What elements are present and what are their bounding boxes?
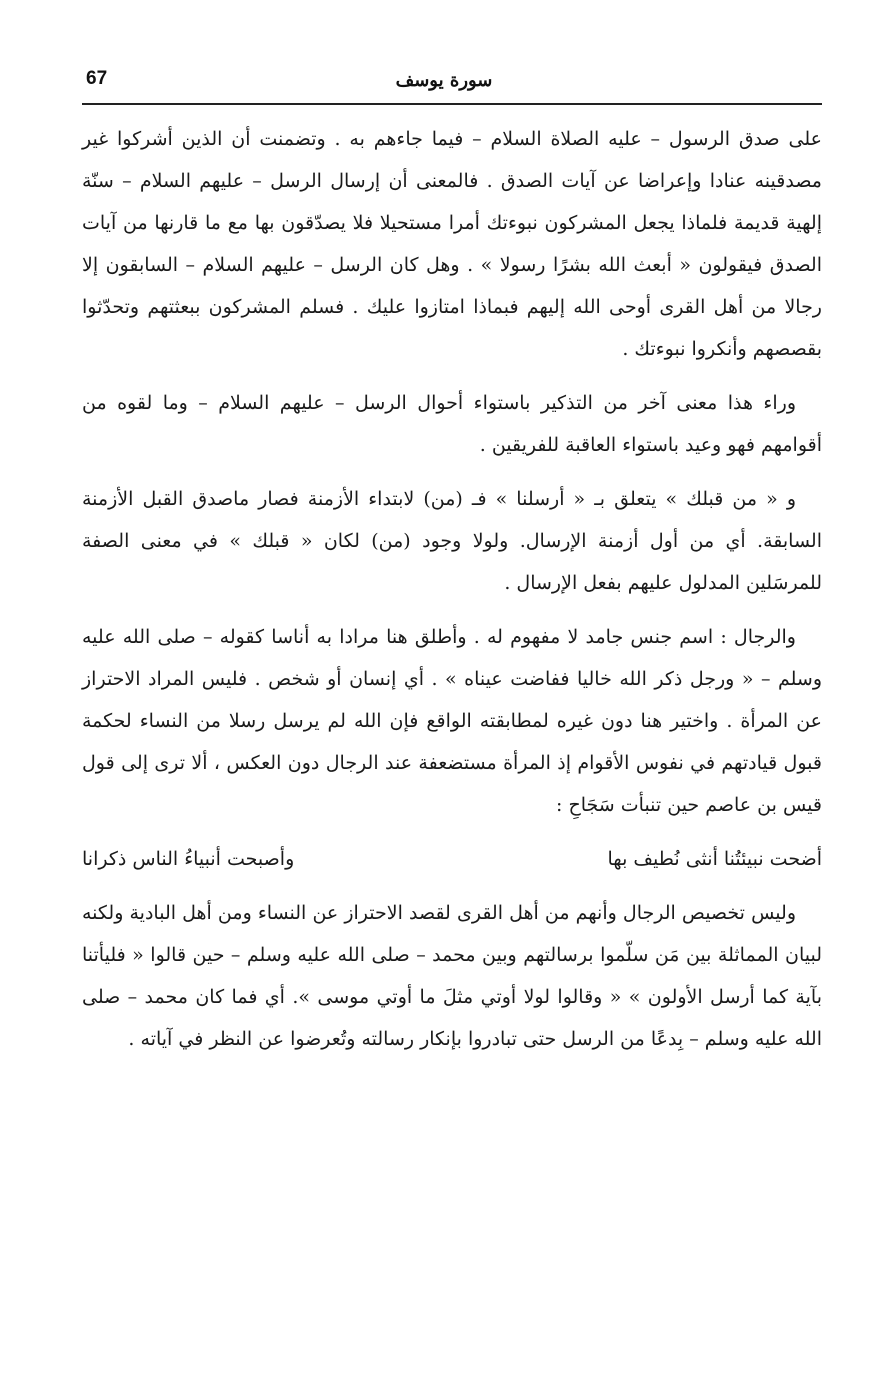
running-title: سورة يوسف [395, 70, 493, 91]
header-rule [82, 103, 822, 105]
verse-left-hemistich: وأصبحت أنبياءُ الناس ذكرانا [82, 848, 295, 870]
verse-right-hemistich: أضحت نبيئتُنا أنثى نُطيف بها [607, 848, 822, 870]
page-number: 67 [86, 68, 108, 89]
poetry-verse [82, 838, 822, 880]
paragraph-2: وراء هذا معنى آخر من التذكير باستواء أحوال الرسل – عليهم السلام – وما لقوه من أقوامهم فهو وعيد باستواء العاقبة للفريقين . [82, 392, 822, 456]
page-body [82, 118, 822, 1060]
paragraph-1: على صدق الرسول – عليه الصلاة السلام – فيما جاءهم به . وتضمنت أن الذين أشركوا غير مصدقينه عنادا وإعراضا عن آيات الصدق . فالمعنى أن إرسال الرسل – عليهم السلام – سنّة إلهية قديمة فلماذا يجعل المشركون نبوءتك أمرا مستحيلا فلا يصدّقون بها مع ما قارنها من آيات الصدق فيقولون « أبعث الله بشرًا رسولا » . وهل كان الرسل – عليهم السلام – السابقون إلا رجالا من أهل القرى أوحى الله إليهم فبماذا امتازوا عليك . فسلم المشركون ببعثتهم وتحدّثوا بقصصهم وأنكروا نبوءتك . [82, 128, 822, 360]
paragraph-3: و « من قبلك » يتعلق بـ « أرسلنا » فـ (من) لابتداء الأزمنة فصار ماصدق القبل الأزمنة السابقة. أي من أول أزمنة الإرسال. ولولا وجود (من) لكان « قبلك » في معنى الصفة للمرسَلين المدلول عليهم بفعل الإرسال . [82, 488, 822, 594]
paragraph-4: والرجال : اسم جنس جامد لا مفهوم له . وأطلق هنا مرادا به أناسا كقوله – صلى الله عليه وسلم – « ورجل ذكر الله خاليا ففاضت عيناه » . أي إنسان أو شخص . فليس المراد الاحتراز عن المرأة . واختير هنا دون غيره لمطابقته الواقع فإن الله لم يرسل رسلا من النساء لحكمة قبول قيادتهم في نفوس الأقوام إذ المرأة مستضعفة عند الرجال دون العكس ، ألا ترى إلى قول قيس بن عاصم حين تنبأت سَجَاحِ : [82, 626, 822, 816]
paragraph-5: وليس تخصيص الرجال وأنهم من أهل القرى لقصد الاحتراز عن النساء ومن أهل البادية ولكنه لبيان المماثلة بين مَن سلّموا برسالتهم وبين محمد – صلى الله عليه وسلم – حين قالوا « فليأتنا بآية كما أرسل الأولون » « وقالوا لولا أوتي مثلَ ما أوتي موسى ». أي فما كان محمد – صلى الله عليه وسلم – بِدعًا من الرسل حتى تبادروا بإنكار رسالته وتُعرضوا عن النظر في آياته . [82, 902, 822, 1050]
